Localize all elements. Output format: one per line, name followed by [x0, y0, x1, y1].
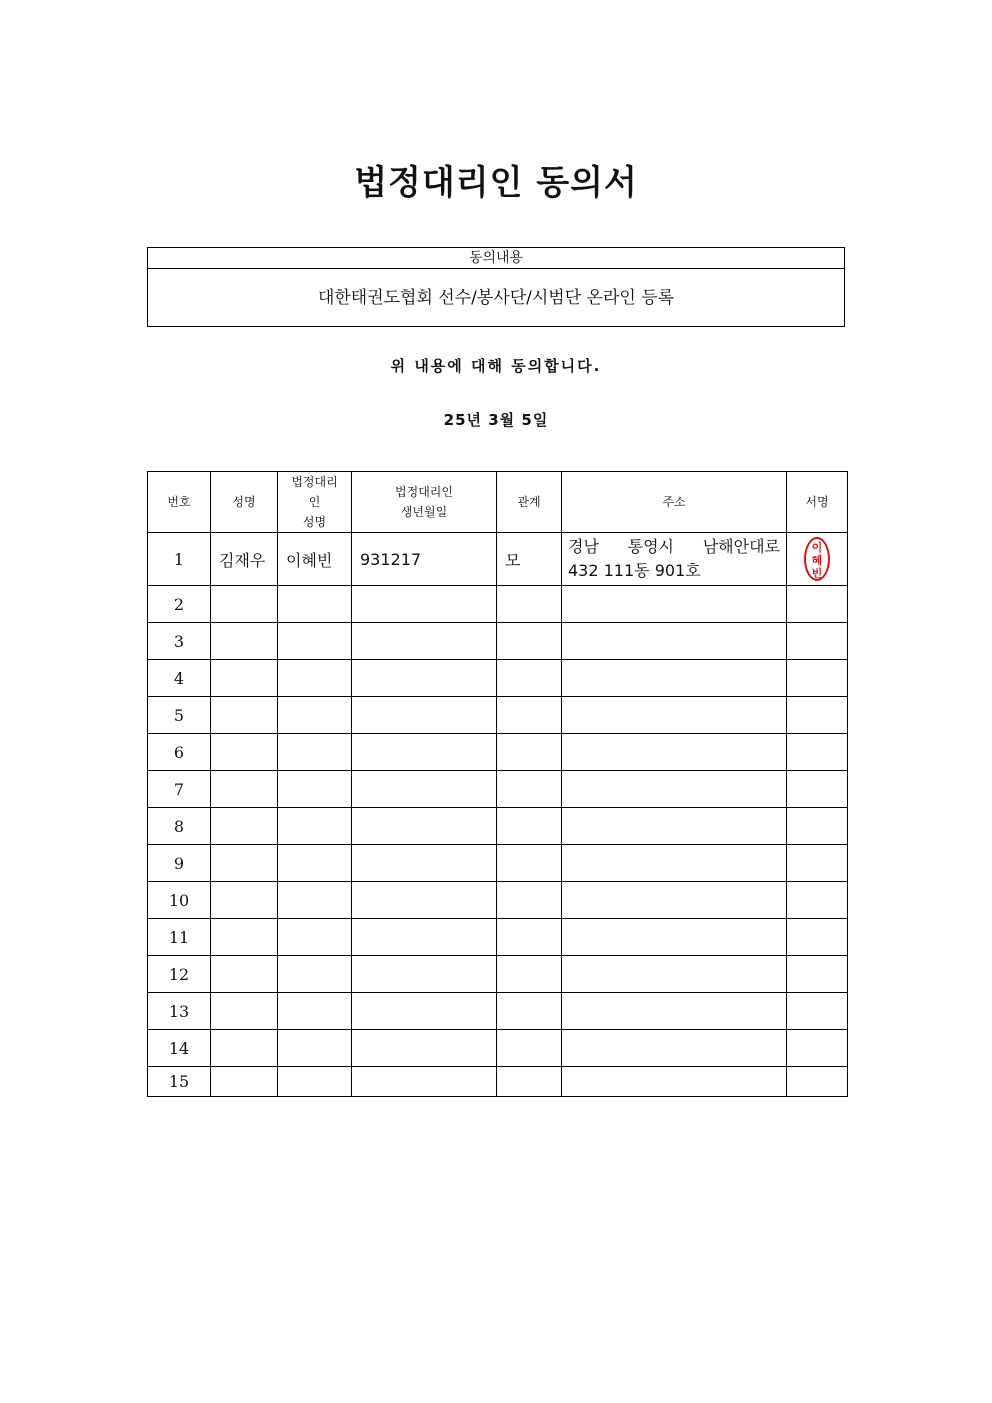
table-row: [148, 808, 848, 845]
empty-cell: [787, 808, 848, 845]
empty-cell: [787, 586, 848, 623]
header-guardian-name: [278, 472, 352, 533]
agree-statement: 위 내용에 대해 동의합니다.: [390, 357, 602, 375]
header-guardian-name-1: 법정대리: [291, 475, 338, 489]
consent-date: 25년 3월 5일: [443, 411, 549, 429]
table-row: [148, 1030, 848, 1067]
empty-cell: [278, 734, 352, 771]
address-line-2: 432 111동 901호: [568, 561, 701, 580]
empty-cell: [497, 919, 562, 956]
empty-cell: [352, 1067, 497, 1097]
empty-cell: [352, 734, 497, 771]
row-address: [562, 533, 787, 586]
empty-cell: [211, 771, 278, 808]
table-row: [148, 533, 848, 586]
table-row: [148, 993, 848, 1030]
empty-cell: [562, 1067, 787, 1097]
table-row: [148, 660, 848, 697]
row-number: 10: [148, 882, 211, 919]
row-relation: 모: [497, 533, 562, 586]
empty-cell: [211, 845, 278, 882]
empty-cell: [352, 623, 497, 660]
seal-char: 혜: [811, 554, 823, 567]
row-number: 12: [148, 956, 211, 993]
empty-cell: [787, 1030, 848, 1067]
empty-cell: [562, 623, 787, 660]
header-guardian-birth-1: 법정대리인: [395, 485, 453, 499]
row-guardian-birth: 931217: [352, 533, 497, 586]
empty-cell: [562, 845, 787, 882]
empty-cell: [497, 993, 562, 1030]
empty-cell: [278, 623, 352, 660]
empty-cell: [787, 1067, 848, 1097]
header-guardian-name-2: 인: [308, 495, 321, 509]
table-row: [148, 882, 848, 919]
empty-cell: [352, 660, 497, 697]
row-number: 6: [148, 734, 211, 771]
header-guardian-name-3: 성명: [302, 515, 327, 529]
empty-cell: [211, 660, 278, 697]
empty-cell: [497, 1030, 562, 1067]
registration-table: [147, 471, 848, 1097]
empty-cell: [278, 660, 352, 697]
document-title: 법정대리인 동의서: [354, 163, 638, 203]
row-number: 14: [148, 1030, 211, 1067]
empty-cell: [278, 993, 352, 1030]
row-number: 13: [148, 993, 211, 1030]
empty-cell: [562, 586, 787, 623]
seal-stamp-icon: [804, 537, 830, 581]
empty-cell: [562, 660, 787, 697]
empty-cell: [787, 623, 848, 660]
row-number: 3: [148, 623, 211, 660]
empty-cell: [352, 993, 497, 1030]
consent-header: 동의내용: [148, 248, 844, 269]
empty-cell: [497, 660, 562, 697]
empty-cell: [352, 808, 497, 845]
empty-cell: [352, 919, 497, 956]
empty-cell: [352, 586, 497, 623]
empty-cell: [497, 808, 562, 845]
empty-cell: [278, 1067, 352, 1097]
empty-cell: [278, 882, 352, 919]
header-name: 성명: [211, 472, 278, 533]
table-row: [148, 697, 848, 734]
empty-cell: [787, 771, 848, 808]
empty-cell: [211, 808, 278, 845]
empty-cell: [497, 697, 562, 734]
empty-cell: [211, 697, 278, 734]
empty-cell: [787, 993, 848, 1030]
seal-char: 이: [811, 541, 823, 554]
header-number: 번호: [148, 472, 211, 533]
empty-cell: [787, 882, 848, 919]
empty-cell: [211, 623, 278, 660]
row-number: 9: [148, 845, 211, 882]
empty-cell: [787, 697, 848, 734]
row-number: 11: [148, 919, 211, 956]
empty-cell: [211, 956, 278, 993]
empty-cell: [497, 623, 562, 660]
header-guardian-birth-2: 생년월일: [400, 505, 448, 519]
table-row: [148, 1067, 848, 1097]
empty-cell: [211, 1030, 278, 1067]
table-row: [148, 771, 848, 808]
row-number: 1: [148, 533, 211, 586]
table-row: [148, 845, 848, 882]
empty-cell: [497, 845, 562, 882]
empty-cell: [497, 882, 562, 919]
consent-body: 대한태권도협회 선수/봉사단/시범단 온라인 등록: [317, 288, 675, 308]
empty-cell: [352, 845, 497, 882]
empty-cell: [562, 956, 787, 993]
row-name: 김재우: [211, 533, 278, 586]
empty-cell: [562, 1030, 787, 1067]
consent-box: [147, 247, 845, 327]
empty-cell: [562, 808, 787, 845]
table-row: [148, 734, 848, 771]
empty-cell: [497, 1067, 562, 1097]
empty-cell: [278, 956, 352, 993]
empty-cell: [562, 919, 787, 956]
empty-cell: [278, 845, 352, 882]
empty-cell: [562, 882, 787, 919]
empty-cell: [352, 771, 497, 808]
empty-cell: [787, 660, 848, 697]
empty-cell: [562, 771, 787, 808]
empty-cell: [497, 734, 562, 771]
empty-cell: [352, 697, 497, 734]
empty-cell: [497, 586, 562, 623]
row-guardian-name: 이혜빈: [278, 533, 352, 586]
empty-cell: [278, 697, 352, 734]
empty-cell: [497, 956, 562, 993]
row-number: 2: [148, 586, 211, 623]
empty-cell: [211, 1067, 278, 1097]
empty-cell: [787, 734, 848, 771]
table-row: [148, 623, 848, 660]
empty-cell: [211, 919, 278, 956]
row-number: 5: [148, 697, 211, 734]
empty-cell: [787, 956, 848, 993]
empty-cell: [278, 771, 352, 808]
empty-cell: [278, 919, 352, 956]
header-signature: 서명: [787, 472, 848, 533]
empty-cell: [352, 1030, 497, 1067]
row-number: 8: [148, 808, 211, 845]
header-guardian-birth: [352, 472, 497, 533]
empty-cell: [562, 734, 787, 771]
row-number: 15: [148, 1067, 211, 1097]
empty-cell: [211, 882, 278, 919]
empty-cell: [278, 1030, 352, 1067]
empty-cell: [278, 808, 352, 845]
empty-cell: [787, 919, 848, 956]
address-line-1: 경남 통영시 남해안대로: [568, 537, 780, 556]
header-relation: 관계: [497, 472, 562, 533]
row-signature: [787, 533, 848, 586]
header-address: 주소: [562, 472, 787, 533]
empty-cell: [211, 734, 278, 771]
empty-cell: [278, 586, 352, 623]
row-number: 7: [148, 771, 211, 808]
table-row: [148, 919, 848, 956]
table-row: [148, 956, 848, 993]
empty-cell: [211, 586, 278, 623]
empty-cell: [562, 697, 787, 734]
empty-cell: [787, 845, 848, 882]
empty-cell: [352, 882, 497, 919]
table-header-row: [148, 472, 848, 533]
table-row: [148, 586, 848, 623]
row-number: 4: [148, 660, 211, 697]
empty-cell: [497, 771, 562, 808]
seal-char: 빈: [811, 567, 823, 580]
empty-cell: [352, 956, 497, 993]
empty-cell: [211, 993, 278, 1030]
empty-cell: [562, 993, 787, 1030]
